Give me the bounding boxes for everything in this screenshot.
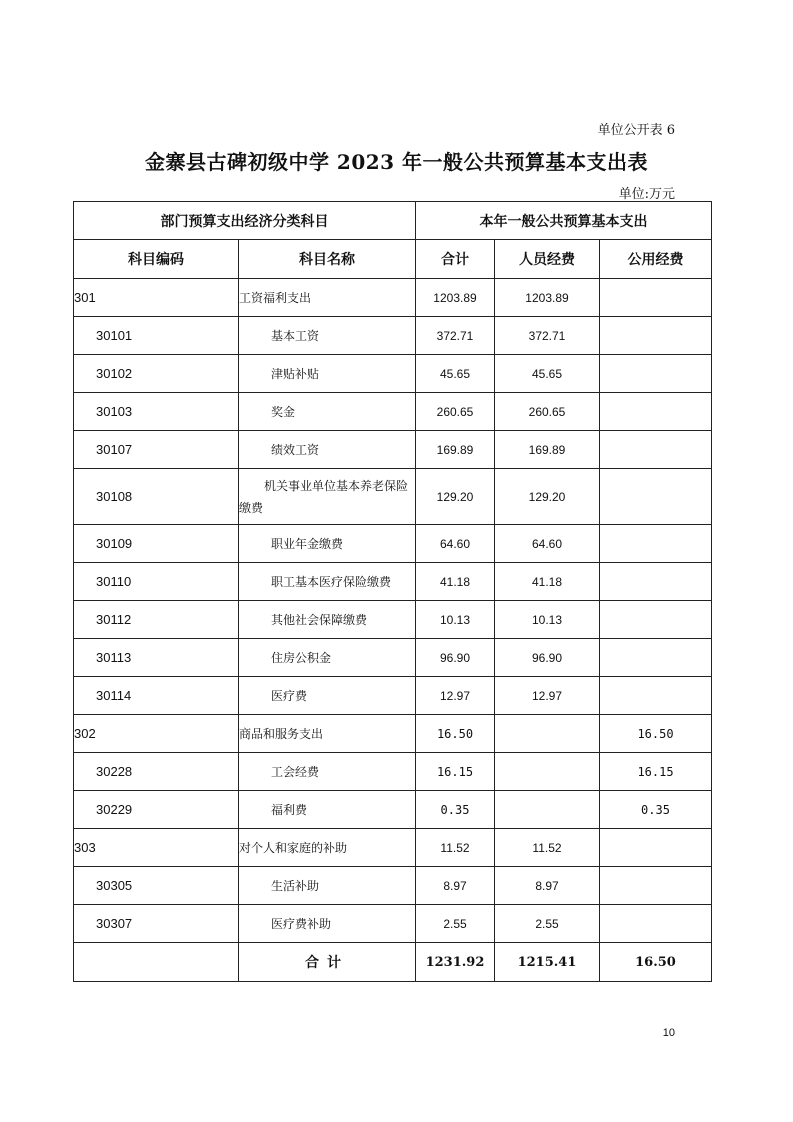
- table-row: [74, 905, 712, 943]
- table-row: [74, 829, 712, 867]
- table-row: [74, 791, 712, 829]
- cell-personnel: 129.20: [495, 469, 600, 525]
- cell-name: 住房公积金: [239, 639, 416, 677]
- cell-code: 30305: [74, 867, 239, 905]
- cell-name: 工资福利支出: [239, 279, 416, 317]
- cell-public: [600, 355, 712, 393]
- cell-total: 45.65: [416, 355, 495, 393]
- cell-code: 302: [74, 715, 239, 753]
- cell-name: 津贴补贴: [239, 355, 416, 393]
- cell-code: 30107: [74, 431, 239, 469]
- cell-public: [600, 563, 712, 601]
- cell-personnel: 45.65: [495, 355, 600, 393]
- cell-public: [600, 677, 712, 715]
- table-row: [74, 393, 712, 431]
- total-row: [74, 943, 712, 982]
- cell-name: 工会经费: [239, 753, 416, 791]
- total-label: 合计: [239, 943, 416, 982]
- cell-public: [600, 639, 712, 677]
- cell-name: 商品和服务支出: [239, 715, 416, 753]
- table-row: [74, 317, 712, 355]
- column-header-code: 科目编码: [74, 240, 239, 279]
- cell-personnel: 96.90: [495, 639, 600, 677]
- cell-public: [600, 469, 712, 525]
- cell-total: 11.52: [416, 829, 495, 867]
- table-row: [74, 355, 712, 393]
- cell-public: 16.15: [600, 753, 712, 791]
- cell-code: 30307: [74, 905, 239, 943]
- cell-personnel: 169.89: [495, 431, 600, 469]
- cell-code: 301: [74, 279, 239, 317]
- cell-name: 医疗费补助: [239, 905, 416, 943]
- cell-total: 96.90: [416, 639, 495, 677]
- budget-table: [73, 201, 712, 982]
- cell-public: [600, 279, 712, 317]
- table-row: [74, 469, 712, 525]
- cell-name: 机关事业单位基本养老保险缴费: [239, 469, 416, 525]
- cell-name: 生活补助: [239, 867, 416, 905]
- column-header-total: 合计: [416, 240, 495, 279]
- cell-total: 10.13: [416, 601, 495, 639]
- cell-name: 医疗费: [239, 677, 416, 715]
- cell-personnel: 8.97: [495, 867, 600, 905]
- table-row: [74, 525, 712, 563]
- cell-name: 奖金: [239, 393, 416, 431]
- cell-public: 0.35: [600, 791, 712, 829]
- cell-public: [600, 317, 712, 355]
- cell-public: [600, 905, 712, 943]
- column-header-public: 公用经费: [600, 240, 712, 279]
- cell-code: 30228: [74, 753, 239, 791]
- cell-personnel: [495, 715, 600, 753]
- table-row: [74, 601, 712, 639]
- cell-total: 372.71: [416, 317, 495, 355]
- total-public: 16.50: [600, 943, 712, 982]
- cell-total: 129.20: [416, 469, 495, 525]
- cell-total: 2.55: [416, 905, 495, 943]
- cell-public: [600, 867, 712, 905]
- cell-public: [600, 829, 712, 867]
- cell-personnel: 10.13: [495, 601, 600, 639]
- cell-code: 30103: [74, 393, 239, 431]
- cell-name: 职业年金缴费: [239, 525, 416, 563]
- cell-personnel: [495, 753, 600, 791]
- cell-personnel: 260.65: [495, 393, 600, 431]
- cell-total: 64.60: [416, 525, 495, 563]
- cell-total: 41.18: [416, 563, 495, 601]
- table-row: [74, 639, 712, 677]
- cell-code: 30112: [74, 601, 239, 639]
- cell-name: 福利费: [239, 791, 416, 829]
- cell-personnel: 2.55: [495, 905, 600, 943]
- total-sum: 1231.92: [416, 943, 495, 982]
- cell-name: 其他社会保障缴费: [239, 601, 416, 639]
- cell-total: 16.50: [416, 715, 495, 753]
- cell-public: 16.50: [600, 715, 712, 753]
- cell-code: 30102: [74, 355, 239, 393]
- cell-name: 绩效工资: [239, 431, 416, 469]
- cell-total: 8.97: [416, 867, 495, 905]
- cell-public: [600, 393, 712, 431]
- table-row: [74, 563, 712, 601]
- cell-total: 1203.89: [416, 279, 495, 317]
- cell-name: 职工基本医疗保险缴费: [239, 563, 416, 601]
- cell-personnel: [495, 791, 600, 829]
- cell-name: 对个人和家庭的补助: [239, 829, 416, 867]
- cell-name: 基本工资: [239, 317, 416, 355]
- cell-public: [600, 601, 712, 639]
- cell-total: 260.65: [416, 393, 495, 431]
- table-row: [74, 677, 712, 715]
- cell-code: 30110: [74, 563, 239, 601]
- column-header-name: 科目名称: [239, 240, 416, 279]
- table-row: [74, 279, 712, 317]
- cell-total: 0.35: [416, 791, 495, 829]
- group-header-expenditure: 本年一般公共预算基本支出: [416, 202, 712, 240]
- cell-code: 30101: [74, 317, 239, 355]
- cell-code: 30108: [74, 469, 239, 525]
- cell-code: 30109: [74, 525, 239, 563]
- cell-personnel: 64.60: [495, 525, 600, 563]
- cell-code: 30229: [74, 791, 239, 829]
- cell-personnel: 12.97: [495, 677, 600, 715]
- cell-personnel: 1203.89: [495, 279, 600, 317]
- cell-total: 12.97: [416, 677, 495, 715]
- cell-personnel: 41.18: [495, 563, 600, 601]
- cell-code: 303: [74, 829, 239, 867]
- cell-public: [600, 431, 712, 469]
- table-row: [74, 715, 712, 753]
- table-row: [74, 753, 712, 791]
- cell-total: 16.15: [416, 753, 495, 791]
- page-number: 10: [662, 1027, 675, 1039]
- cell-personnel: 372.71: [495, 317, 600, 355]
- total-personnel: 1215.41: [495, 943, 600, 982]
- total-empty-cell: [74, 943, 239, 982]
- table-row: [74, 431, 712, 469]
- group-header-classification: 部门预算支出经济分类科目: [74, 202, 416, 240]
- cell-public: [600, 525, 712, 563]
- cell-code: 30114: [74, 677, 239, 715]
- page-title: 金寨县古碑初级中学 2023 年一般公共预算基本支出表: [144, 150, 649, 174]
- unit-label: 单位:万元: [618, 187, 675, 202]
- table-row: [74, 867, 712, 905]
- column-header-personnel: 人员经费: [495, 240, 600, 279]
- cell-code: 30113: [74, 639, 239, 677]
- cell-personnel: 11.52: [495, 829, 600, 867]
- cell-total: 169.89: [416, 431, 495, 469]
- form-number: 单位公开表 6: [597, 123, 675, 138]
